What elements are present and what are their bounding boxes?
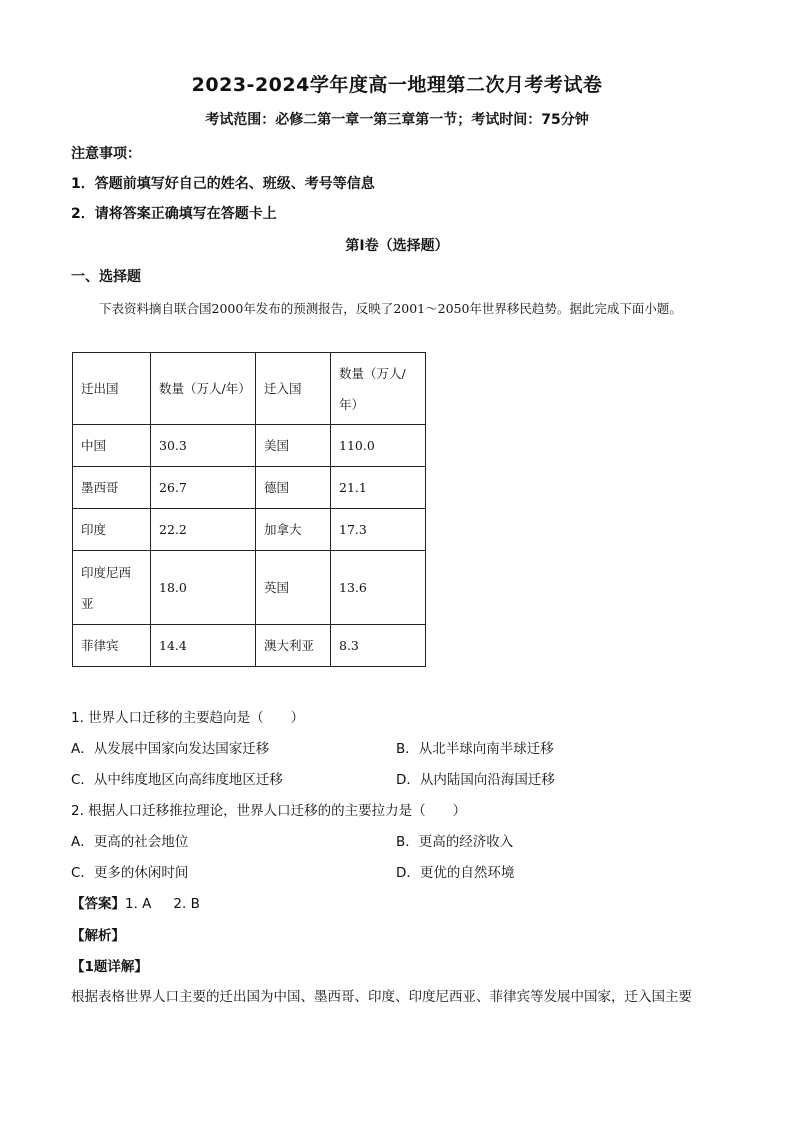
table-cell: 22.2 [151, 509, 256, 551]
question-1-stem: 1. 世界人口迁移的主要趋向是（ ） [71, 710, 305, 726]
table-row [73, 467, 426, 509]
detail-line [71, 955, 148, 975]
answer-label: 【答案】 [71, 896, 125, 912]
question-2-option-b: B．更高的经济收入 [396, 834, 514, 850]
detail-label: 【1题详解】 [71, 959, 148, 975]
table-header-row [73, 353, 426, 425]
table-cell: 26.7 [151, 467, 256, 509]
question-2-stem: 2. 根据人口迁移推拉理论，世界人口迁移的的主要拉力是（ ） [71, 803, 467, 819]
answer-2: 2. B [173, 896, 200, 912]
intro-paragraph: 下表资料摘自联合国2000年发布的预测报告，反映了2001～2050年世界移民趋势。据此完成下面小题。 [99, 301, 682, 316]
table-cell: 30.3 [151, 425, 256, 467]
note-item-1: 1．答题前填写好自己的姓名、班级、考号等信息 [71, 176, 375, 192]
table-cell: 17.3 [331, 509, 426, 551]
question-2-option-d: D．更优的自然环境 [396, 865, 515, 881]
table-row [73, 425, 426, 467]
table-cell: 110.0 [331, 425, 426, 467]
table-cell: 澳大利亚 [256, 625, 331, 667]
table-cell: 18.0 [151, 551, 256, 625]
table-header-cell: 迁入国 [256, 353, 331, 425]
question-1-option-c: C．从中纬度地区向高纬度地区迁移 [71, 772, 283, 788]
question-1-option-b: B．从北半球向南半球迁移 [396, 741, 554, 757]
answer-1: 1. A [125, 896, 152, 912]
section-title: 一、选择题 [71, 269, 141, 285]
table-cell: 8.3 [331, 625, 426, 667]
question-2-option-c: C．更多的休闲时间 [71, 865, 189, 881]
table-cell: 印度尼西亚 [73, 551, 151, 625]
question-2-option-a: A．更高的社会地位 [71, 834, 189, 850]
table-row [73, 509, 426, 551]
notes-heading: 注意事项： [71, 146, 141, 162]
analysis-label: 【解析】 [71, 928, 125, 944]
table-cell: 21.1 [331, 467, 426, 509]
table-header-cell: 数量（万人/年） [151, 353, 256, 425]
table-cell: 德国 [256, 467, 331, 509]
migration-table [72, 352, 426, 667]
table-cell: 14.4 [151, 625, 256, 667]
table-cell: 印度 [73, 509, 151, 551]
question-1-option-d: D．从内陆国向沿海国迁移 [396, 772, 555, 788]
table-cell: 英国 [256, 551, 331, 625]
note-item-2: 2．请将答案正确填写在答题卡上 [71, 206, 277, 222]
question-1-option-a: A．从发展中国家向发达国家迁移 [71, 741, 270, 757]
volume-title: 第I卷（选择题） [345, 238, 449, 254]
table-cell: 中国 [73, 425, 151, 467]
table-row [73, 551, 426, 625]
answer-line [71, 892, 200, 912]
detail-paragraph: 根据表格世界人口主要的迁出国为中国、墨西哥、印度、印度尼西亚、菲律宾等发展中国家，迁入国主要 [71, 989, 692, 1005]
table-cell: 13.6 [331, 551, 426, 625]
table-header-cell: 数量（万人/年） [331, 353, 426, 425]
table-row [73, 625, 426, 667]
exam-subtitle: 考试范围：必修二第一章一第三章第一节；考试时间：75分钟 [205, 112, 589, 128]
analysis-line [71, 924, 125, 944]
table-cell: 菲律宾 [73, 625, 151, 667]
table-cell: 加拿大 [256, 509, 331, 551]
table-cell: 墨西哥 [73, 467, 151, 509]
exam-title: 2023-2024学年度高一地理第二次月考考试卷 [191, 74, 603, 96]
table-cell: 美国 [256, 425, 331, 467]
table-header-cell: 迁出国 [73, 353, 151, 425]
